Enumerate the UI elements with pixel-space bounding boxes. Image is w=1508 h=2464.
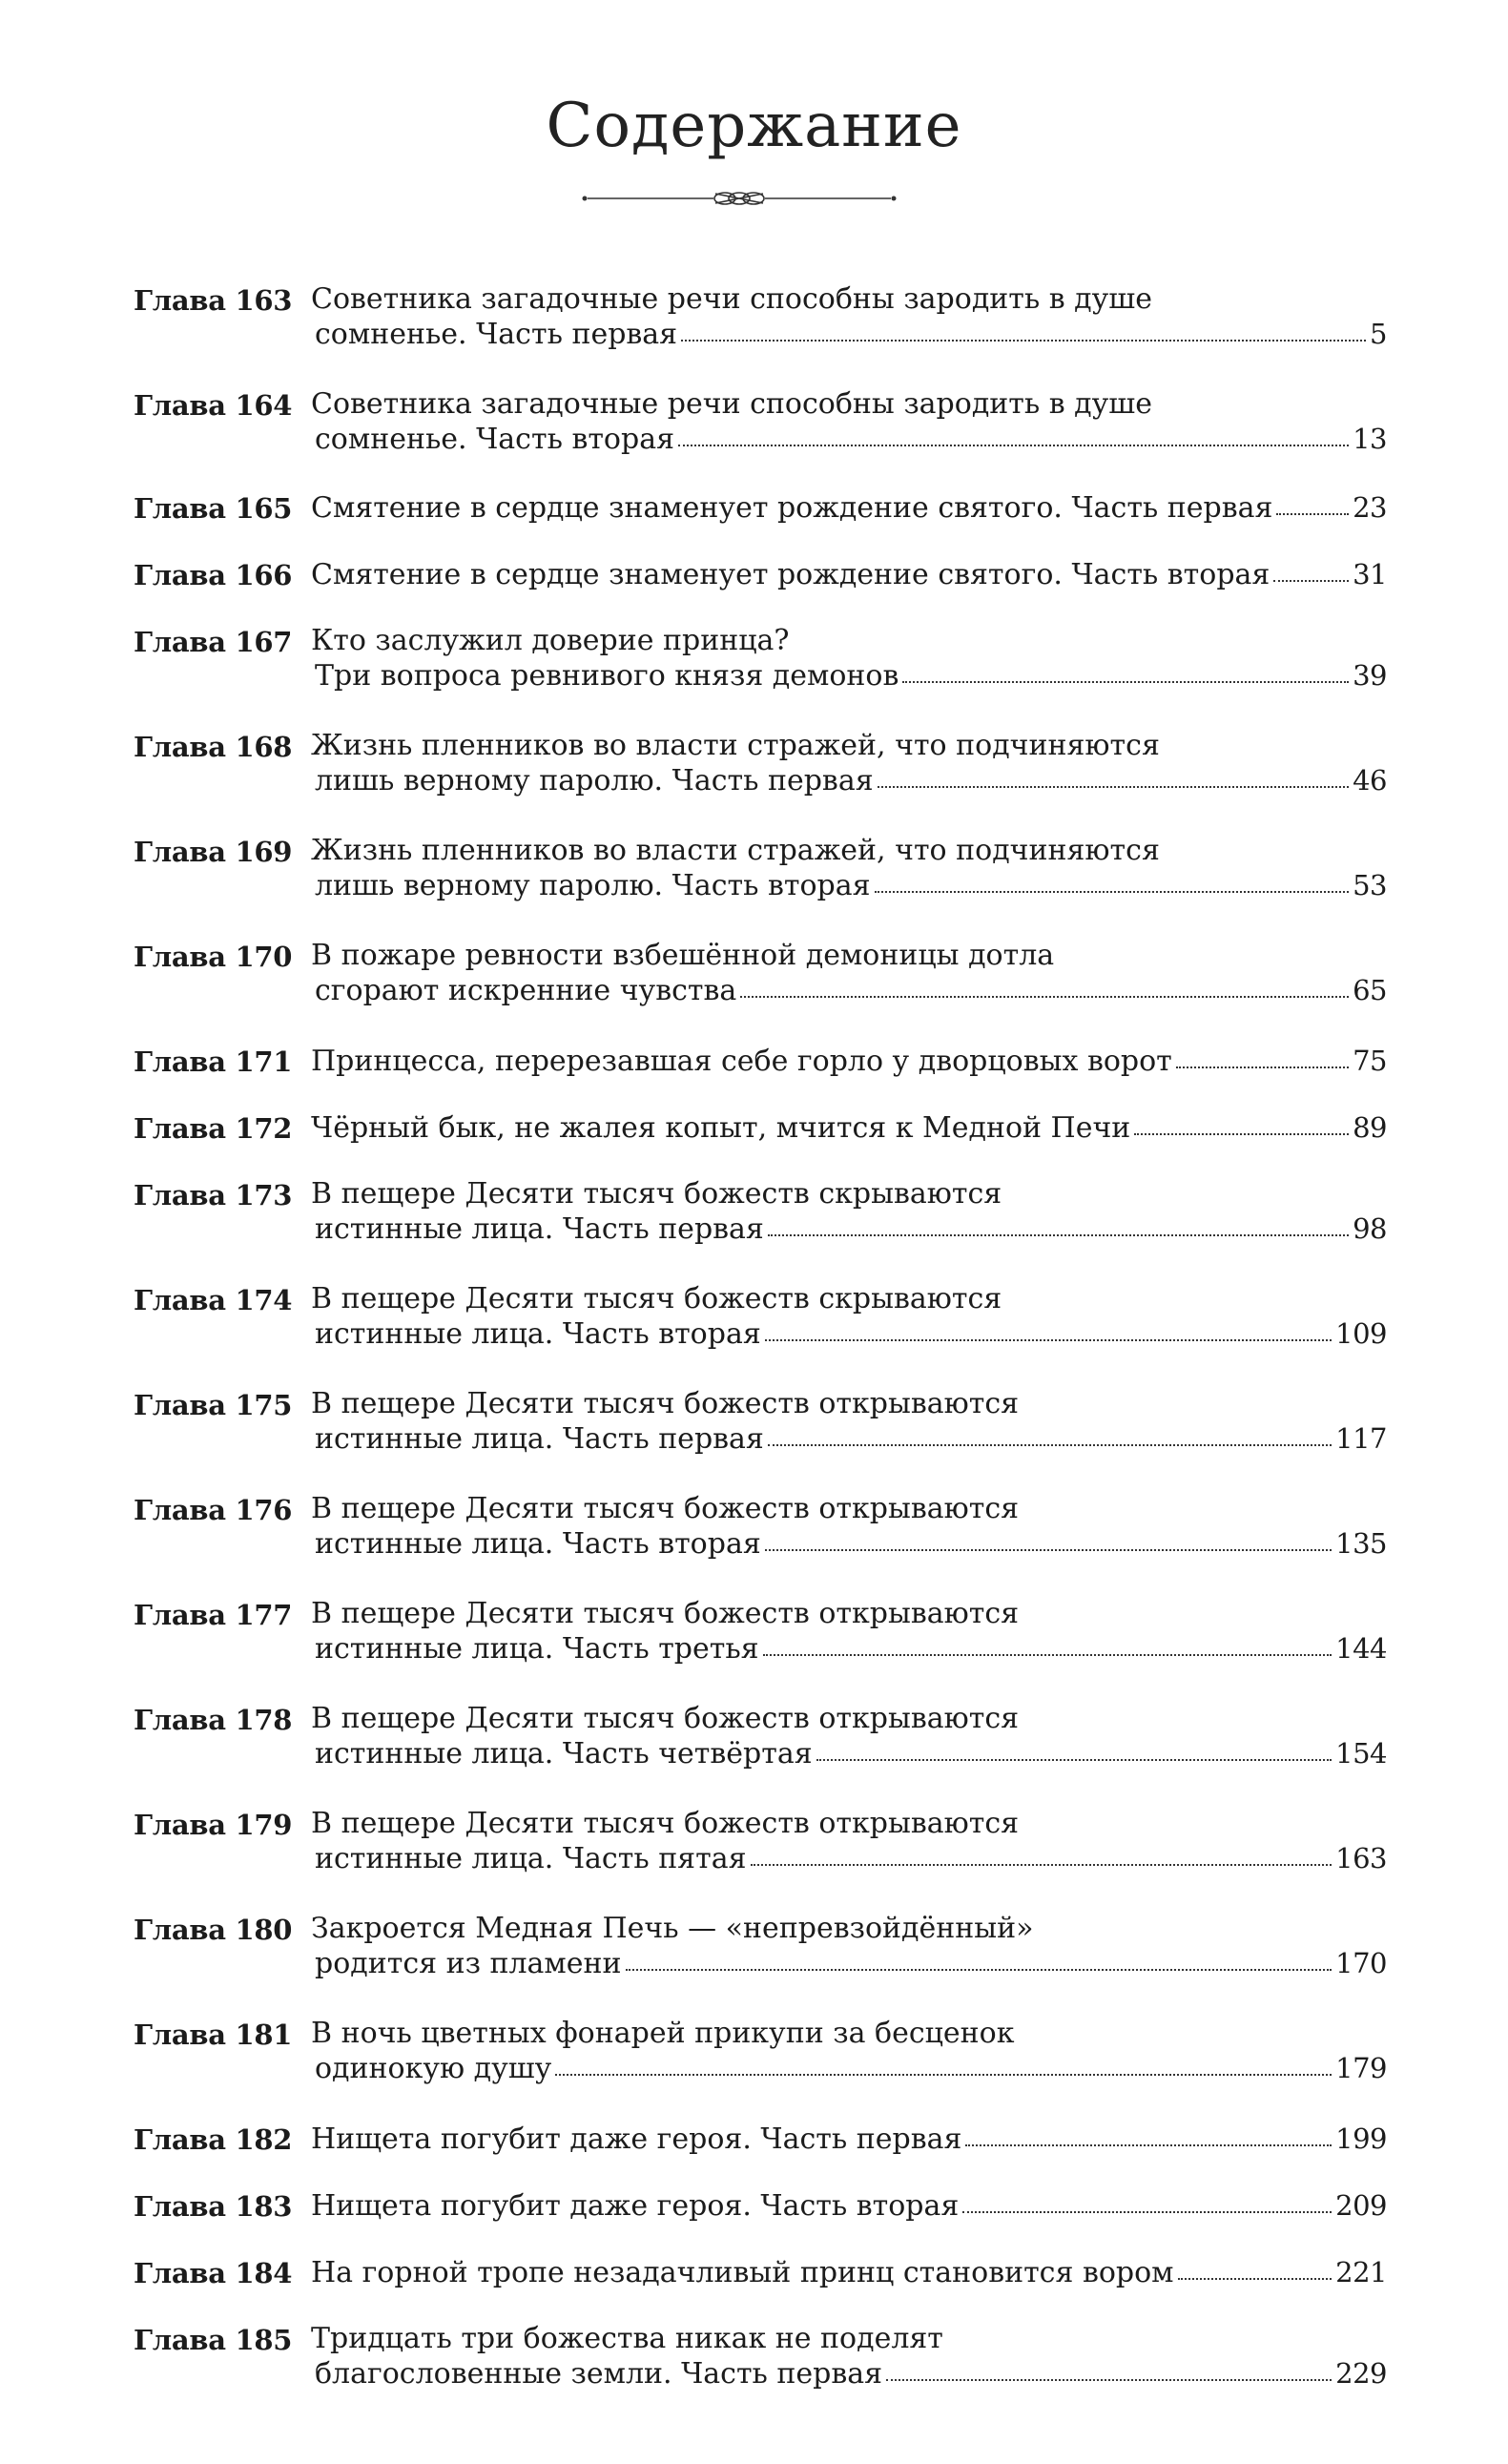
chapter-title [311,834,1387,902]
page-number: 39 [1353,659,1387,692]
chapter-number: Глава 172 [134,1112,293,1145]
dot-leader [965,2143,1332,2146]
chapter-title-line: одинокую душу [315,2052,552,2085]
dot-leader [902,680,1349,683]
chapter-number: Глава 170 [134,941,293,973]
dot-leader [878,785,1349,788]
chapter-title-line: Советника загадочные речи способны зародить в душе [311,282,1152,316]
dot-leader [1176,1066,1349,1068]
chapter-title-line: истинные лица. Часть третья [315,1632,759,1666]
chapter-title-line: На горной тропе незадачливый принц становится вором [311,2256,1174,2289]
chapter-title-line: истинные лица. Часть четвёртая [315,1737,813,1770]
chapter-title-line: Жизнь пленников во власти стражей, что подчиняются [311,729,1160,762]
chapter-number: Глава 166 [134,559,293,591]
page-number: 199 [1335,2122,1387,2155]
chapter-title-last-line [311,973,1387,1007]
chapter-number: Глава 183 [134,2190,293,2223]
chapter-title-last-line [311,658,1387,693]
chapter-title-last-line [311,1211,1387,1246]
dot-leader [763,1653,1332,1656]
chapter-title [311,1282,1387,1351]
chapter-title-line: лишь верному паролю. Часть первая [315,764,874,797]
dot-leader [555,2073,1332,2076]
chapter-title-last-line [311,2122,1387,2156]
dot-leader [751,1863,1332,1866]
chapter-title-line: истинные лица. Часть пятая [315,1842,747,1875]
chapter-title-line: В пещере Десяти тысяч божеств скрываются [311,1177,1002,1211]
chapter-title-line: В пещере Десяти тысяч божеств скрываются [311,1282,1002,1315]
page-number: 109 [1335,1317,1387,1350]
chapter-title [311,387,1387,456]
chapter-title-line: В пещере Десяти тысяч божеств открываются [311,1597,1020,1630]
chapter-number: Глава 175 [134,1389,293,1421]
chapter-title [311,1597,1387,1666]
chapter-title-line: сомненье. Часть вторая [315,423,675,456]
page-number: 98 [1353,1212,1387,1245]
chapter-title-line: родится из пламени [315,1947,622,1980]
chapter-number: Глава 169 [134,836,293,868]
chapter-title [311,624,1387,693]
page-number: 221 [1335,2256,1387,2288]
chapter-title [311,557,1387,591]
chapter-title-line: В пожаре ревности взбешённой демоницы дотла [311,939,1055,972]
chapter-number: Глава 171 [134,1046,293,1078]
chapter-title [311,282,1387,351]
chapter-title-last-line [311,2051,1387,2085]
chapter-title-line: Кто заслужил доверие принца? [311,624,790,657]
chapter-title [311,2122,1387,2156]
chapter-title [311,2255,1387,2289]
chapter-number: Глава 176 [134,1494,293,1526]
chapter-title-line: В пещере Десяти тысяч божеств открываются [311,1387,1020,1420]
chapter-title-line: Принцесса, перерезавшая себе горло у дворцовых ворот [311,1045,1172,1078]
dot-leader [1273,579,1349,582]
chapter-number: Глава 173 [134,1179,293,1211]
dot-leader [740,995,1349,998]
page-number: 154 [1335,1737,1387,1770]
chapter-title-line: сгорают искренние чувства [315,974,737,1007]
page-number: 179 [1335,2052,1387,2084]
page-number: 23 [1353,491,1387,524]
chapter-title-line: Чёрный бык, не жалея копыт, мчится к Медной Печи [311,1111,1131,1145]
chapter-number: Глава 181 [134,2019,293,2051]
chapter-number: Глава 164 [134,389,293,422]
chapter-number: Глава 167 [134,626,293,658]
chapter-number: Глава 184 [134,2257,293,2289]
page-number: 75 [1353,1045,1387,1077]
chapter-title-line: Смятение в сердце знаменует рождение святого. Часть первая [311,491,1273,525]
chapter-title-last-line [311,1841,1387,1875]
dot-leader [1276,512,1349,515]
chapter-number: Глава 168 [134,731,293,763]
dot-leader [816,1758,1332,1761]
dot-leader [765,1338,1332,1341]
page-number: 89 [1353,1111,1387,1144]
page-number: 163 [1335,1842,1387,1874]
chapter-title-line: сомненье. Часть первая [315,318,678,351]
dot-leader [678,444,1349,446]
chapter-title-line: В пещере Десяти тысяч божеств открываются [311,1702,1020,1735]
chapter-title-last-line [311,2255,1387,2289]
chapter-title [311,1177,1387,1246]
page-title: Содержание [546,91,962,161]
chapter-title-line: В пещере Десяти тысяч божеств открываются [311,1807,1020,1840]
chapter-title-line: истинные лица. Часть первая [315,1422,764,1456]
dot-leader [768,1233,1349,1236]
chapter-title-last-line [311,763,1387,797]
chapter-title-line: Советника загадочные речи способны зародить в душе [311,387,1152,421]
chapter-number: Глава 178 [134,1704,293,1736]
chapter-title-last-line [311,1421,1387,1456]
chapter-title [311,2188,1387,2223]
chapter-title-last-line [311,557,1387,591]
chapter-title-last-line [311,1316,1387,1351]
chapter-number: Глава 180 [134,1914,293,1946]
chapter-title [311,2017,1387,2085]
page-number: 5 [1370,318,1387,350]
dot-leader [886,2378,1332,2381]
chapter-title [311,1492,1387,1561]
page-number: 65 [1353,974,1387,1006]
chapter-title [311,1807,1387,1875]
page-number: 53 [1353,869,1387,901]
page-number: 144 [1335,1632,1387,1665]
chapter-title-last-line [311,1736,1387,1770]
dot-leader [681,339,1366,342]
chapter-title-last-line [311,422,1387,456]
chapter-title-last-line [311,2188,1387,2223]
chapter-title [311,1702,1387,1770]
chapter-title-last-line [311,1044,1387,1078]
dot-leader [768,1443,1332,1446]
chapter-title-line: лишь верному паролю. Часть вторая [315,869,871,902]
chapter-title [311,1912,1387,1980]
dot-leader [875,890,1350,893]
page-number: 117 [1335,1422,1387,1455]
chapter-title-line: Тридцать три божества никак не поделят [311,2322,943,2355]
chapter-title-line: истинные лица. Часть вторая [315,1317,761,1351]
chapter-title-last-line [311,1110,1387,1145]
page-number: 46 [1353,764,1387,797]
page-number: 209 [1335,2189,1387,2222]
dot-leader [1134,1132,1349,1135]
chapter-number: Глава 182 [134,2123,293,2156]
chapter-number: Глава 174 [134,1284,293,1316]
chapter-title-last-line [311,2356,1387,2391]
chapter-number: Глава 185 [134,2324,293,2356]
page-number: 170 [1335,1947,1387,1979]
chapter-title-line: В пещере Десяти тысяч божеств открываются [311,1492,1020,1525]
chapter-title-last-line [311,317,1387,351]
chapter-number: Глава 177 [134,1599,293,1631]
chapter-number: Глава 179 [134,1809,293,1841]
chapter-title-last-line [311,490,1387,525]
chapter-number: Глава 163 [134,284,293,317]
chapter-title-line: Нищета погубит даже героя. Часть вторая [311,2189,960,2223]
chapter-title-last-line [311,1631,1387,1666]
chapter-title-line: В ночь цветных фонарей прикупи за бесценок [311,2017,1015,2050]
chapter-title-line: Три вопроса ревнивого князя демонов [315,659,899,693]
chapter-title [311,1110,1387,1145]
dot-leader [962,2210,1332,2213]
chapter-title-line: Смятение в сердце знаменует рождение святого. Часть вторая [311,558,1270,591]
chapter-title [311,1044,1387,1078]
page-number: 135 [1335,1527,1387,1560]
chapter-title-line: истинные лица. Часть первая [315,1212,764,1246]
dot-leader [626,1968,1332,1971]
dot-leader [1178,2277,1332,2280]
chapter-title-line: Закроется Медная Печь — «непревзойдённый» [311,1912,1034,1945]
chapter-title-last-line [311,868,1387,902]
chapter-title-line: Жизнь пленников во власти стражей, что подчиняются [311,834,1160,867]
chapter-title [311,2322,1387,2391]
chapter-title [311,729,1387,797]
page-number: 31 [1353,558,1387,590]
chapter-title [311,490,1387,525]
chapter-number: Глава 165 [134,492,293,525]
chapter-title-line: Нищета погубит даже героя. Часть первая [311,2122,962,2156]
chapter-title-line: истинные лица. Часть вторая [315,1527,761,1561]
chapter-title-last-line [311,1526,1387,1561]
page-number: 13 [1353,423,1387,455]
page-number: 229 [1335,2357,1387,2390]
chapter-title-last-line [311,1946,1387,1980]
chapter-title [311,1387,1387,1456]
dot-leader [765,1548,1332,1551]
chapter-title-line: благословенные земли. Часть первая [315,2357,883,2391]
chapter-title [311,939,1387,1007]
